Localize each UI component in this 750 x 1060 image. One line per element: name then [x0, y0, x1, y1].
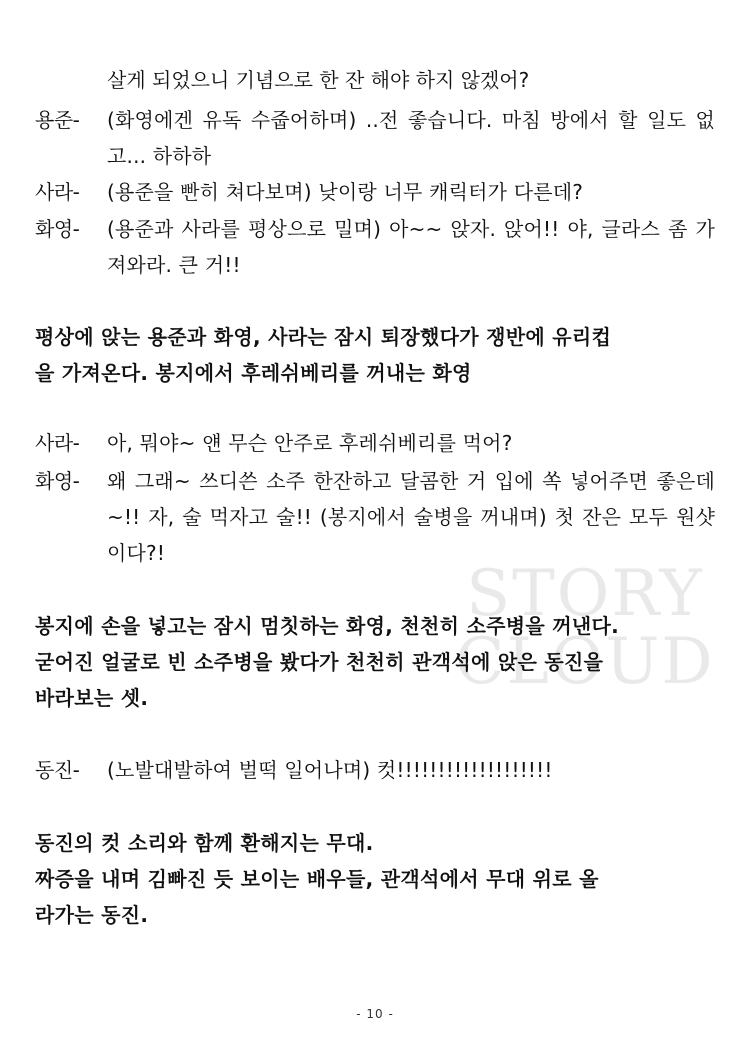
dialogue-text: (용준과 사라를 평상으로 밀며) 아~~ 앉자. 앉어!! 야, 글라스 좀 가져와라. 큰 거!!	[107, 217, 715, 277]
page-number: - 10 -	[356, 1007, 394, 1021]
stage-direction	[35, 825, 715, 933]
stage-direction-line: 을 가져온다. 봉지에서 후레쉬베리를 꺼내는 화영	[35, 361, 472, 385]
stage-direction-line: 동진의 컷 소리와 함께 환해지는 무대.	[35, 831, 374, 855]
dialogue-line	[35, 752, 715, 788]
speaker-name: 화영-	[35, 217, 80, 241]
stage-direction	[35, 608, 715, 716]
watermark-line: STORY	[466, 557, 704, 631]
speaker-name: 사라-	[35, 180, 80, 204]
stage-direction	[35, 319, 715, 391]
stage-direction-line: 굳어진 얼굴로 빈 소주병을 봤다가 천천히 관객석에 앉은 동진을	[35, 650, 604, 674]
dialogue-line	[35, 174, 715, 210]
stage-direction-line: 짜증을 내며 김빠진 듯 보이는 배우들, 관객석에서 무대 위로 올	[35, 867, 599, 891]
dialogue-line	[35, 211, 715, 283]
dialogue-line	[35, 102, 715, 174]
dialogue-text: 아, 뭐야~ 얜 무슨 안주로 후레쉬베리를 먹어?	[107, 431, 513, 455]
opening-continuation-line: 살게 되었으니 기념으로 한 잔 해야 하지 않겠어?	[107, 68, 530, 92]
dialogue-text: 왜 그래~ 쓰디쓴 소주 한잔하고 달콤한 거 입에 쏙 넣어주면 좋은데~!! 자, 술 먹자고 술!! (봉지에서 술병을 꺼내며) 첫 잔은 모두 원샷이다?!	[107, 469, 715, 565]
stage-direction-line: 라가는 동진.	[35, 903, 149, 927]
speaker-name: 화영-	[35, 469, 80, 493]
dialogue-line	[35, 463, 715, 571]
stage-direction-line: 봉지에 손을 넣고는 잠시 멈칫하는 화영, 천천히 소주병을 꺼낸다.	[35, 614, 620, 638]
dialogue-text: (용준을 빤히 쳐다보며) 낮이랑 너무 캐릭터가 다른데?	[107, 180, 584, 204]
stage-direction-line: 평상에 앉는 용준과 화영, 사라는 잠시 퇴장했다가 쟁반에 유리컵	[35, 325, 612, 349]
dialogue-text: (노발대발하여 벌떡 일어나며) 컷!!!!!!!!!!!!!!!!!!!	[107, 758, 553, 782]
speaker-name: 동진-	[35, 758, 80, 782]
dialogue-text: (화영에겐 유독 수줍어하며) ..전 좋습니다. 마침 방에서 할 일도 없고... 하하하	[107, 108, 715, 168]
speaker-name: 사라-	[35, 431, 80, 455]
dialogue-line	[35, 425, 715, 461]
stage-direction-line: 바라보는 셋.	[35, 686, 149, 710]
speaker-name: 용준-	[35, 108, 80, 132]
watermark-line: CLOUD	[455, 625, 715, 699]
